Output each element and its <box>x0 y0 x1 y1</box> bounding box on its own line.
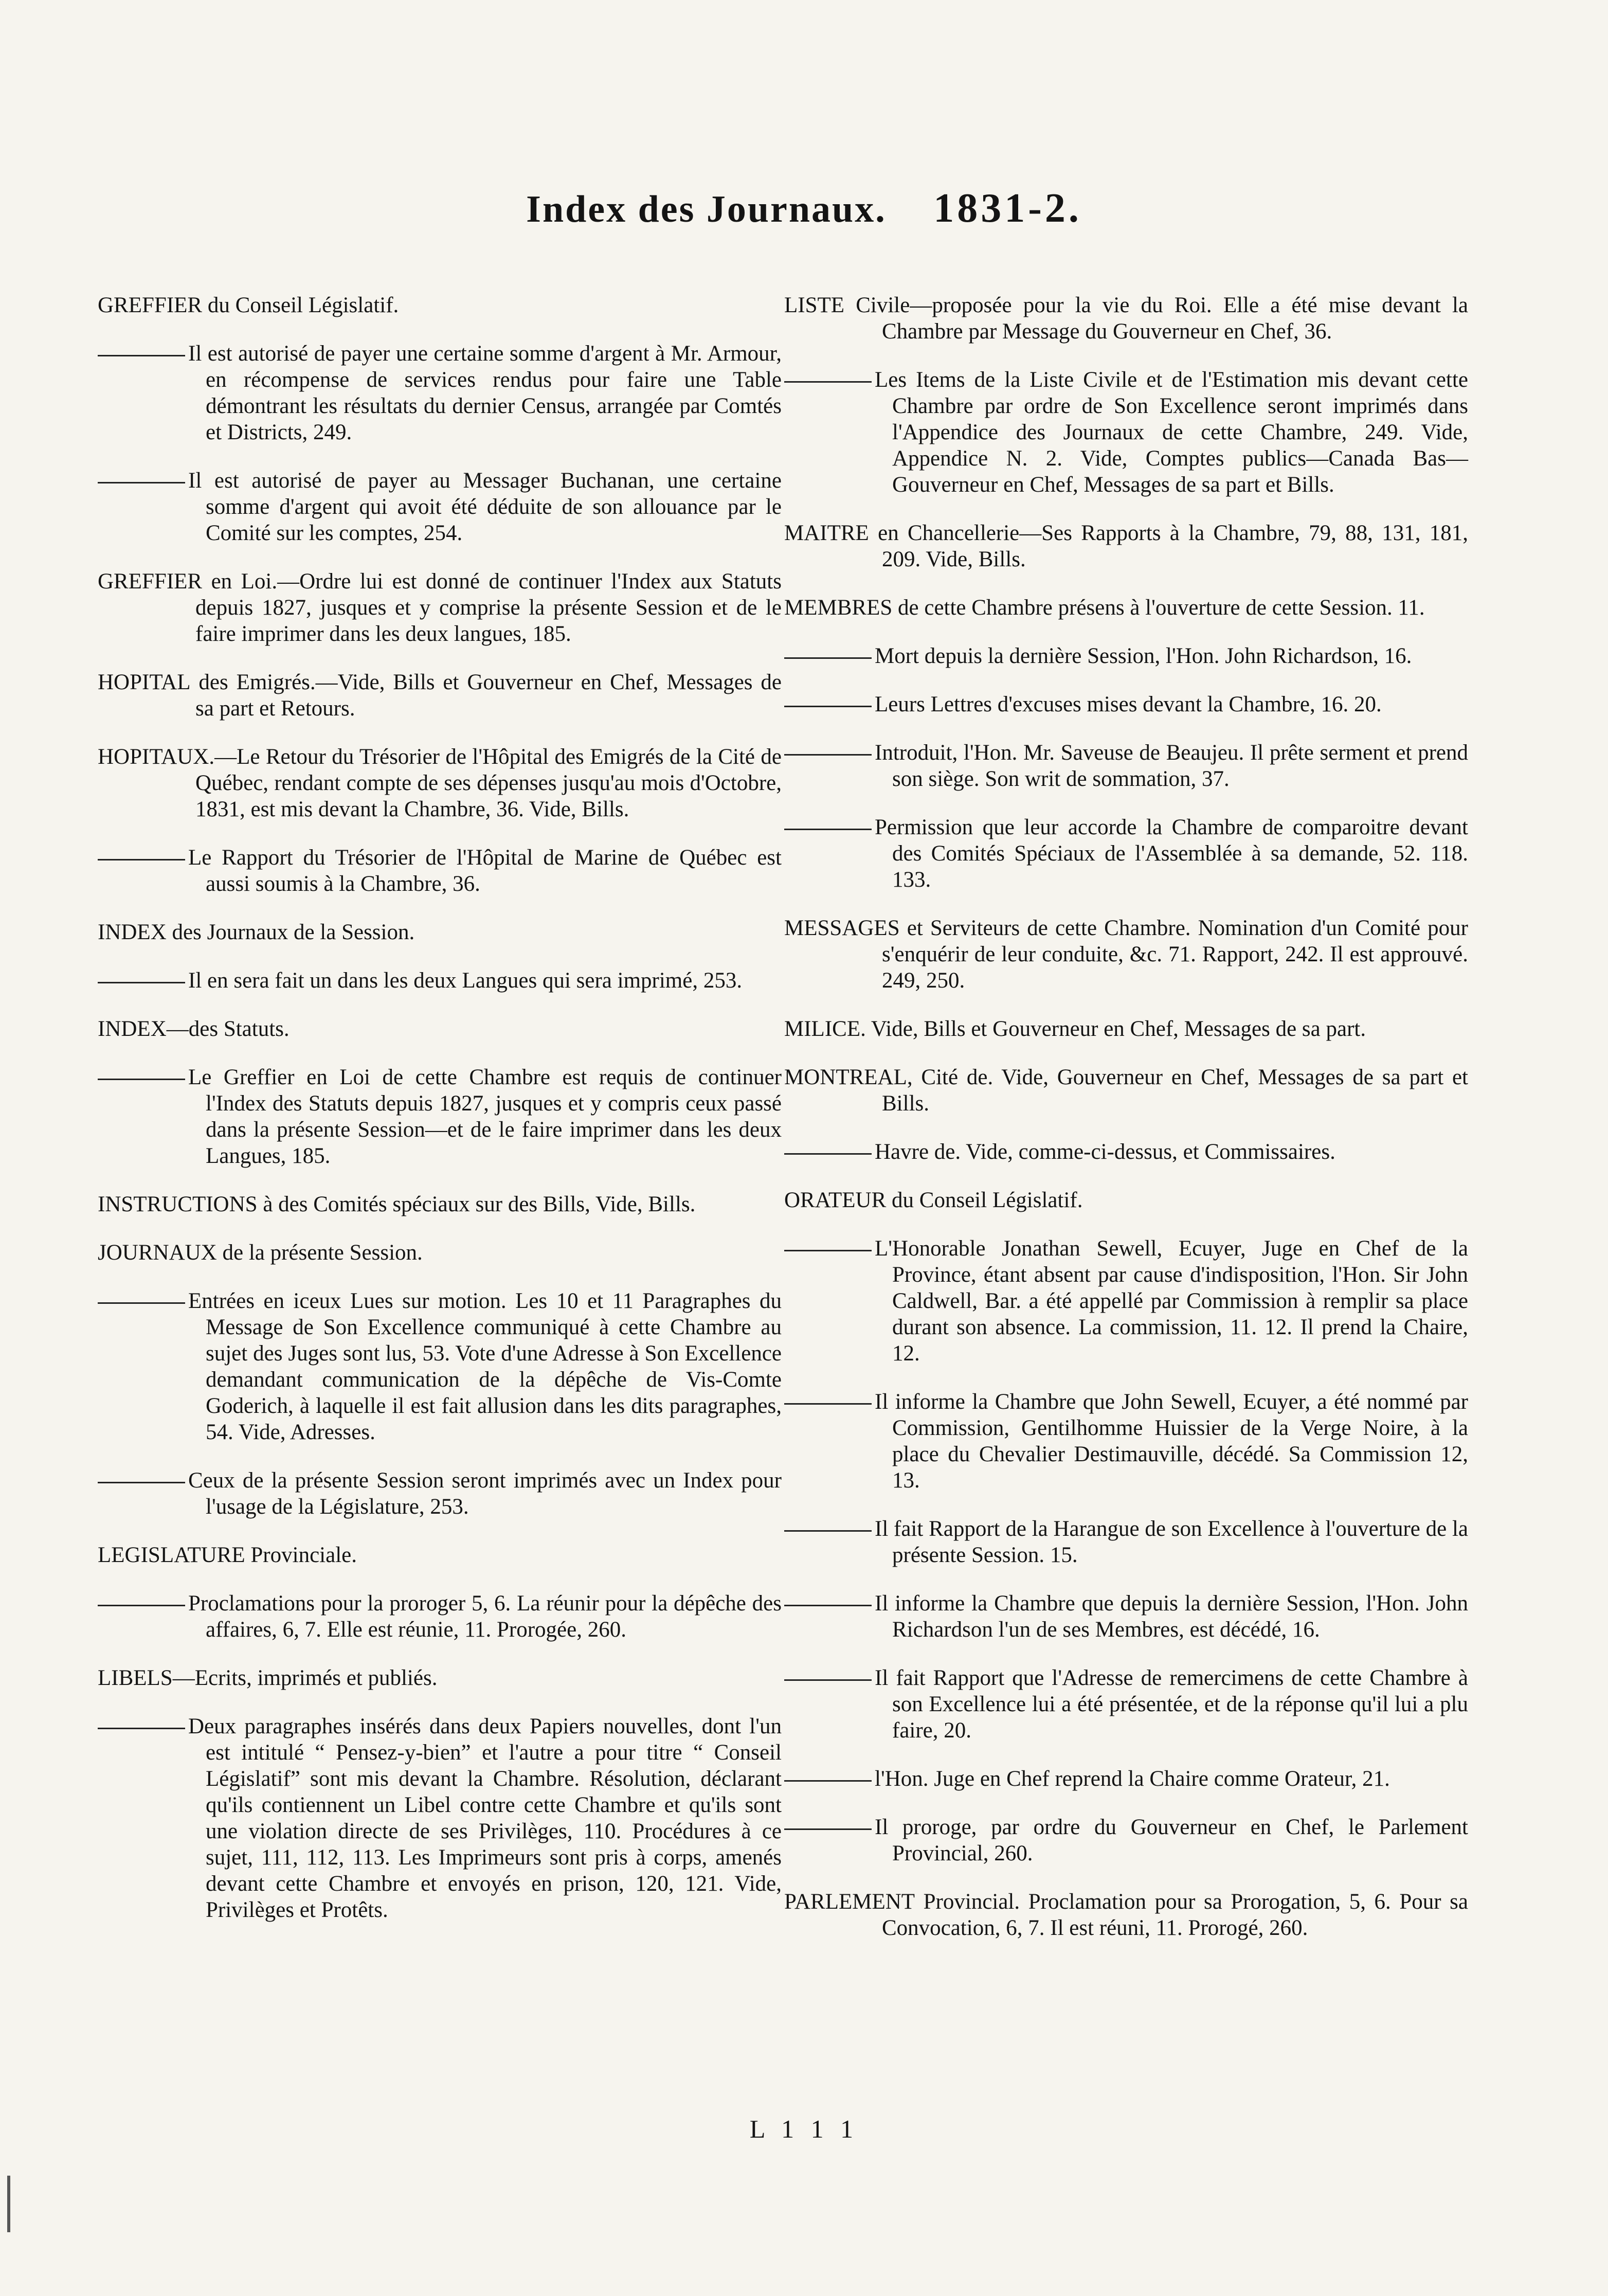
entry-heading: MAITRE <box>784 521 869 545</box>
index-entry <box>98 669 782 722</box>
continuation-dash <box>98 482 185 483</box>
continuation-dash <box>784 754 872 756</box>
signature-mark: L 1 1 1 <box>749 2114 859 2143</box>
entry-text: Il fait Rapport que l'Adresse de remercimens de cette Chambre à son Excellence lui a été présentée, et de la réponse qu'il lui a plu faire, 20. <box>875 1666 1468 1743</box>
index-subentry <box>98 468 782 546</box>
continuation-dash <box>98 1728 185 1729</box>
index-subentry <box>784 367 1468 498</box>
continuation-dash <box>98 859 185 860</box>
index-subentry <box>98 845 782 897</box>
index-entry <box>98 1191 782 1217</box>
entry-heading: ORATEUR <box>784 1188 887 1212</box>
index-subentry <box>784 1665 1468 1744</box>
entry-text: .—Le Retour du Trésorier de l'Hôpital des Emigrés de la Cité de Québec, rendant compte de ses dépenses jusqu'au mois d'Octobre, 1831, est mis devant la Chambre, 36. Vide, Bills. <box>195 745 782 821</box>
entry-text: , Cité de. Vide, Gouverneur en Chef, Messages de sa part et Bills. <box>882 1065 1468 1116</box>
index-entry <box>784 1889 1468 1941</box>
index-entry <box>784 1187 1468 1213</box>
entry-text: Entrées en iceux Lues sur motion. Les 10 et 11 Paragraphes du Message de Son Excellence communiqué à cette Chambre au sujet des Juges sont lus, 53. Vote d'une Adresse à Son Excellence demandant communication de la dépêche de Vis-Comte Goderich, à laquelle il est fait allusion dans les dits paragraphes, 54. Vide, Adresses. <box>188 1289 782 1444</box>
page-title <box>0 185 1608 232</box>
entry-heading: HOPITAL <box>98 670 191 694</box>
index-subentry <box>98 967 782 994</box>
continuation-dash <box>98 1482 185 1483</box>
entry-text: des Journaux de la Session. <box>166 920 415 944</box>
entry-text: Le Greffier en Loi de cette Chambre est requis de continuer l'Index des Statuts depuis 1827, jusques et y compris ceux passé dans la présente Session—et de le faire imprimer dans les deux Langues, 185. <box>188 1065 782 1168</box>
index-entry <box>98 1240 782 1266</box>
continuation-dash <box>98 355 185 356</box>
index-entry <box>784 292 1468 345</box>
entry-heading: HOPITAUX <box>98 745 209 769</box>
entry-text: Mort depuis la dernière Session, l'Hon. John Richardson, 16. <box>875 644 1412 668</box>
entry-heading: GREFFIER <box>98 293 203 317</box>
index-subentry <box>784 1814 1468 1867</box>
entry-text: du Conseil Législatif. <box>202 293 399 317</box>
entry-text: en Chancellerie—Ses Rapports à la Chambre, 79, 88, 131, 181, 209. Vide, Bills. <box>869 521 1468 571</box>
index-subentry <box>784 1139 1468 1165</box>
continuation-dash <box>784 1530 872 1532</box>
entry-text: Proclamations pour la proroger 5, 6. La réunir pour la dépêche des affaires, 6, 7. Elle est réunie, 11. Prorogée, 260. <box>188 1591 782 1642</box>
entry-text: Civile—proposée pour la vie du Roi. Elle a été mise devant la Chambre par Message du Gouverneur en Chef, 36. <box>844 293 1468 344</box>
entry-text: . Vide, Bills et Gouverneur en Chef, Messages de sa part. <box>860 1017 1366 1041</box>
index-subentry <box>784 1516 1468 1568</box>
continuation-dash <box>98 1079 185 1080</box>
index-subentry <box>98 1467 782 1520</box>
index-subentry <box>98 1288 782 1445</box>
continuation-dash <box>98 1302 185 1304</box>
index-entry <box>98 292 782 318</box>
entry-text: —Ecrits, imprimés et publiés. <box>172 1666 438 1690</box>
entry-text: Il en sera fait un dans les deux Langues qui sera imprimé, 253. <box>188 968 743 993</box>
index-entry <box>98 1542 782 1568</box>
entry-text: de la présente Session. <box>216 1241 423 1265</box>
entry-text: Il fait Rapport de la Harangue de son Excellence à l'ouverture de la présente Session. 15. <box>875 1517 1468 1567</box>
continuation-dash <box>784 381 872 383</box>
continuation-dash <box>784 1679 872 1681</box>
entry-text: Ceux de la présente Session seront imprimés avec un Index pour l'usage de la Législature, 253. <box>188 1468 782 1519</box>
index-subentry <box>784 1766 1468 1792</box>
entry-heading: GREFFIER <box>98 569 203 594</box>
entry-text: l'Hon. Juge en Chef reprend la Chaire comme Orateur, 21. <box>875 1767 1390 1791</box>
entry-text: L'Honorable Jonathan Sewell, Ecuyer, Juge en Chef de la Province, étant absent par cause d'indisposition, l'Hon. Sir John Caldwell, Bar. a été appellé par Commission à remplir sa place durant son absence. La commission, 11. 12. Il prend la Chaire, 12. <box>875 1236 1468 1366</box>
entry-text: Il proroge, par ordre du Gouverneur en Chef, le Parlement Provincial, 260. <box>875 1815 1468 1866</box>
index-entry <box>98 568 782 647</box>
index-entry <box>98 1665 782 1691</box>
entry-heading: MILICE <box>784 1017 861 1041</box>
entry-heading: INSTRUCTIONS <box>98 1192 258 1216</box>
continuation-dash <box>784 1250 872 1251</box>
entry-heading: LISTE <box>784 293 845 317</box>
continuation-dash <box>784 1403 872 1405</box>
entry-text: Il informe la Chambre que depuis la dernière Session, l'Hon. John Richardson l'un de ses Membres, est décédé, 16. <box>875 1591 1468 1642</box>
index-subentry <box>784 643 1468 669</box>
entry-heading: PARLEMENT <box>784 1890 915 1914</box>
entry-text: —des Statuts. <box>166 1017 290 1041</box>
entry-text: en Loi.—Ordre lui est donné de continuer l'Index aux Statuts depuis 1827, jusques et y comprise la présente Session et de le faire imprimer dans les deux langues, 185. <box>195 569 782 646</box>
entry-text: Provinciale. <box>245 1543 357 1567</box>
entry-heading: JOURNAUX <box>98 1241 217 1265</box>
entry-heading: LIBELS <box>98 1666 173 1690</box>
entry-text: des Emigrés.—Vide, Bills et Gouverneur en Chef, Messages de sa part et Retours. <box>190 670 782 721</box>
title-text: Index des Journaux. <box>526 188 887 230</box>
index-subentry <box>98 1590 782 1643</box>
index-subentry <box>784 1389 1468 1494</box>
index-subentry <box>784 1590 1468 1643</box>
left-column <box>98 270 782 1944</box>
entry-text: Havre de. Vide, comme-ci-dessus, et Commissaires. <box>875 1140 1335 1164</box>
right-column <box>784 270 1468 1962</box>
index-subentry <box>98 1064 782 1169</box>
index-subentry <box>784 740 1468 792</box>
continuation-dash <box>784 1828 872 1830</box>
index-entry <box>784 915 1468 994</box>
entry-text: à des Comités spéciaux sur des Bills, Vide, Bills. <box>257 1192 696 1216</box>
entry-heading: INDEX <box>98 920 167 944</box>
entry-heading: LEGISLATURE <box>98 1543 245 1567</box>
entry-text: de cette Chambre présens à l'ouverture de cette Session. 11. <box>892 596 1425 620</box>
margin-mark <box>7 2176 10 2232</box>
entry-text: Permission que leur accorde la Chambre de comparoitre devant des Comités Spéciaux de l'Assemblée à sa demande, 52. 118. 133. <box>875 815 1468 892</box>
entry-heading: MEMBRES <box>784 596 893 620</box>
entry-heading: MESSAGES <box>784 916 900 940</box>
continuation-dash <box>784 1605 872 1606</box>
entry-text: Le Rapport du Trésorier de l'Hôpital de Marine de Québec est aussi soumis à la Chambre, 36. <box>188 846 782 896</box>
entry-text: Il est autorisé de payer au Messager Buchanan, une certaine somme d'argent qui avoit été déduite de son allouance par le Comité sur les comptes, 254. <box>188 469 782 545</box>
index-entry <box>98 919 782 945</box>
entry-text: Les Items de la Liste Civile et de l'Estimation mis devant cette Chambre par ordre de Son Excellence seront imprimés dans l'Appendice des Journaux de cette Chambre, 249. Vide, Appendice N. 2. Vide, Comptes publics—Canada Bas—Gouverneur en Chef, Messages de sa part et Bills. <box>875 368 1468 497</box>
index-entry <box>784 1064 1468 1117</box>
index-subentry <box>98 1713 782 1923</box>
continuation-dash <box>98 1605 185 1606</box>
continuation-dash <box>98 982 185 983</box>
index-subentry <box>784 814 1468 893</box>
title-year: 1831-2. <box>933 186 1082 231</box>
entry-text: Deux paragraphes insérés dans deux Papiers nouvelles, dont l'un est intitulé “ Pensez-y-bien” et l'autre a pour titre “ Conseil Législatif” sont mis devant la Chambre. Résolution, déclarant qu'ils contiennent un Libel contre cette Chambre et qu'ils sont une violation directe de ses Privilèges, 110. Procédures à ce sujet, 111, 112, 113. Les Imprimeurs sont pris à corps, amenés devant cette Chambre et envoyés en prison, 120, 121. Vide, Privilèges et Protêts. <box>188 1714 782 1922</box>
index-entry <box>784 1016 1468 1042</box>
continuation-dash <box>784 706 872 707</box>
continuation-dash <box>784 1153 872 1155</box>
continuation-dash <box>784 657 872 659</box>
index-entry <box>784 595 1468 621</box>
continuation-dash <box>784 829 872 830</box>
entry-text: du Conseil Législatif. <box>886 1188 1083 1212</box>
entry-text: Introduit, l'Hon. Mr. Saveuse de Beaujeu. Il prête serment et prend son siège. Son writ de sommation, 37. <box>875 741 1468 791</box>
entry-text: Il informe la Chambre que John Sewell, Ecuyer, a été nommé par Commission, Gentilhomme Huissier de la Verge Noire, à la place du Chevalier Destimauville, décédé. Sa Commission 12, 13. <box>875 1390 1468 1493</box>
index-subentry <box>784 1235 1468 1367</box>
continuation-dash <box>784 1780 872 1782</box>
index-subentry <box>98 340 782 445</box>
entry-text: Il est autorisé de payer une certaine somme d'argent à Mr. Armour, en récompense de services rendus pour faire une Table démontrant les résultats du dernier Census, arrangée par Comtés et Districts, 249. <box>188 342 782 444</box>
index-entry <box>784 520 1468 572</box>
entry-text: Leurs Lettres d'excuses mises devant la Chambre, 16. 20. <box>875 692 1382 716</box>
entry-heading: INDEX <box>98 1017 167 1041</box>
entry-text: et Serviteurs de cette Chambre. Nomination d'un Comité pour s'enquérir de leur conduite, &c. 71. Rapport, 242. Il est approuvé. 249, 250. <box>882 916 1468 993</box>
index-entry <box>98 1016 782 1042</box>
entry-heading: MONTREAL <box>784 1065 907 1089</box>
index-entry <box>98 744 782 822</box>
entry-text: Provincial. Proclamation pour sa Prorogation, 5, 6. Pour sa Convocation, 6, 7. Il est réuni, 11. Prorogé, 260. <box>882 1890 1468 1940</box>
index-subentry <box>784 691 1468 718</box>
